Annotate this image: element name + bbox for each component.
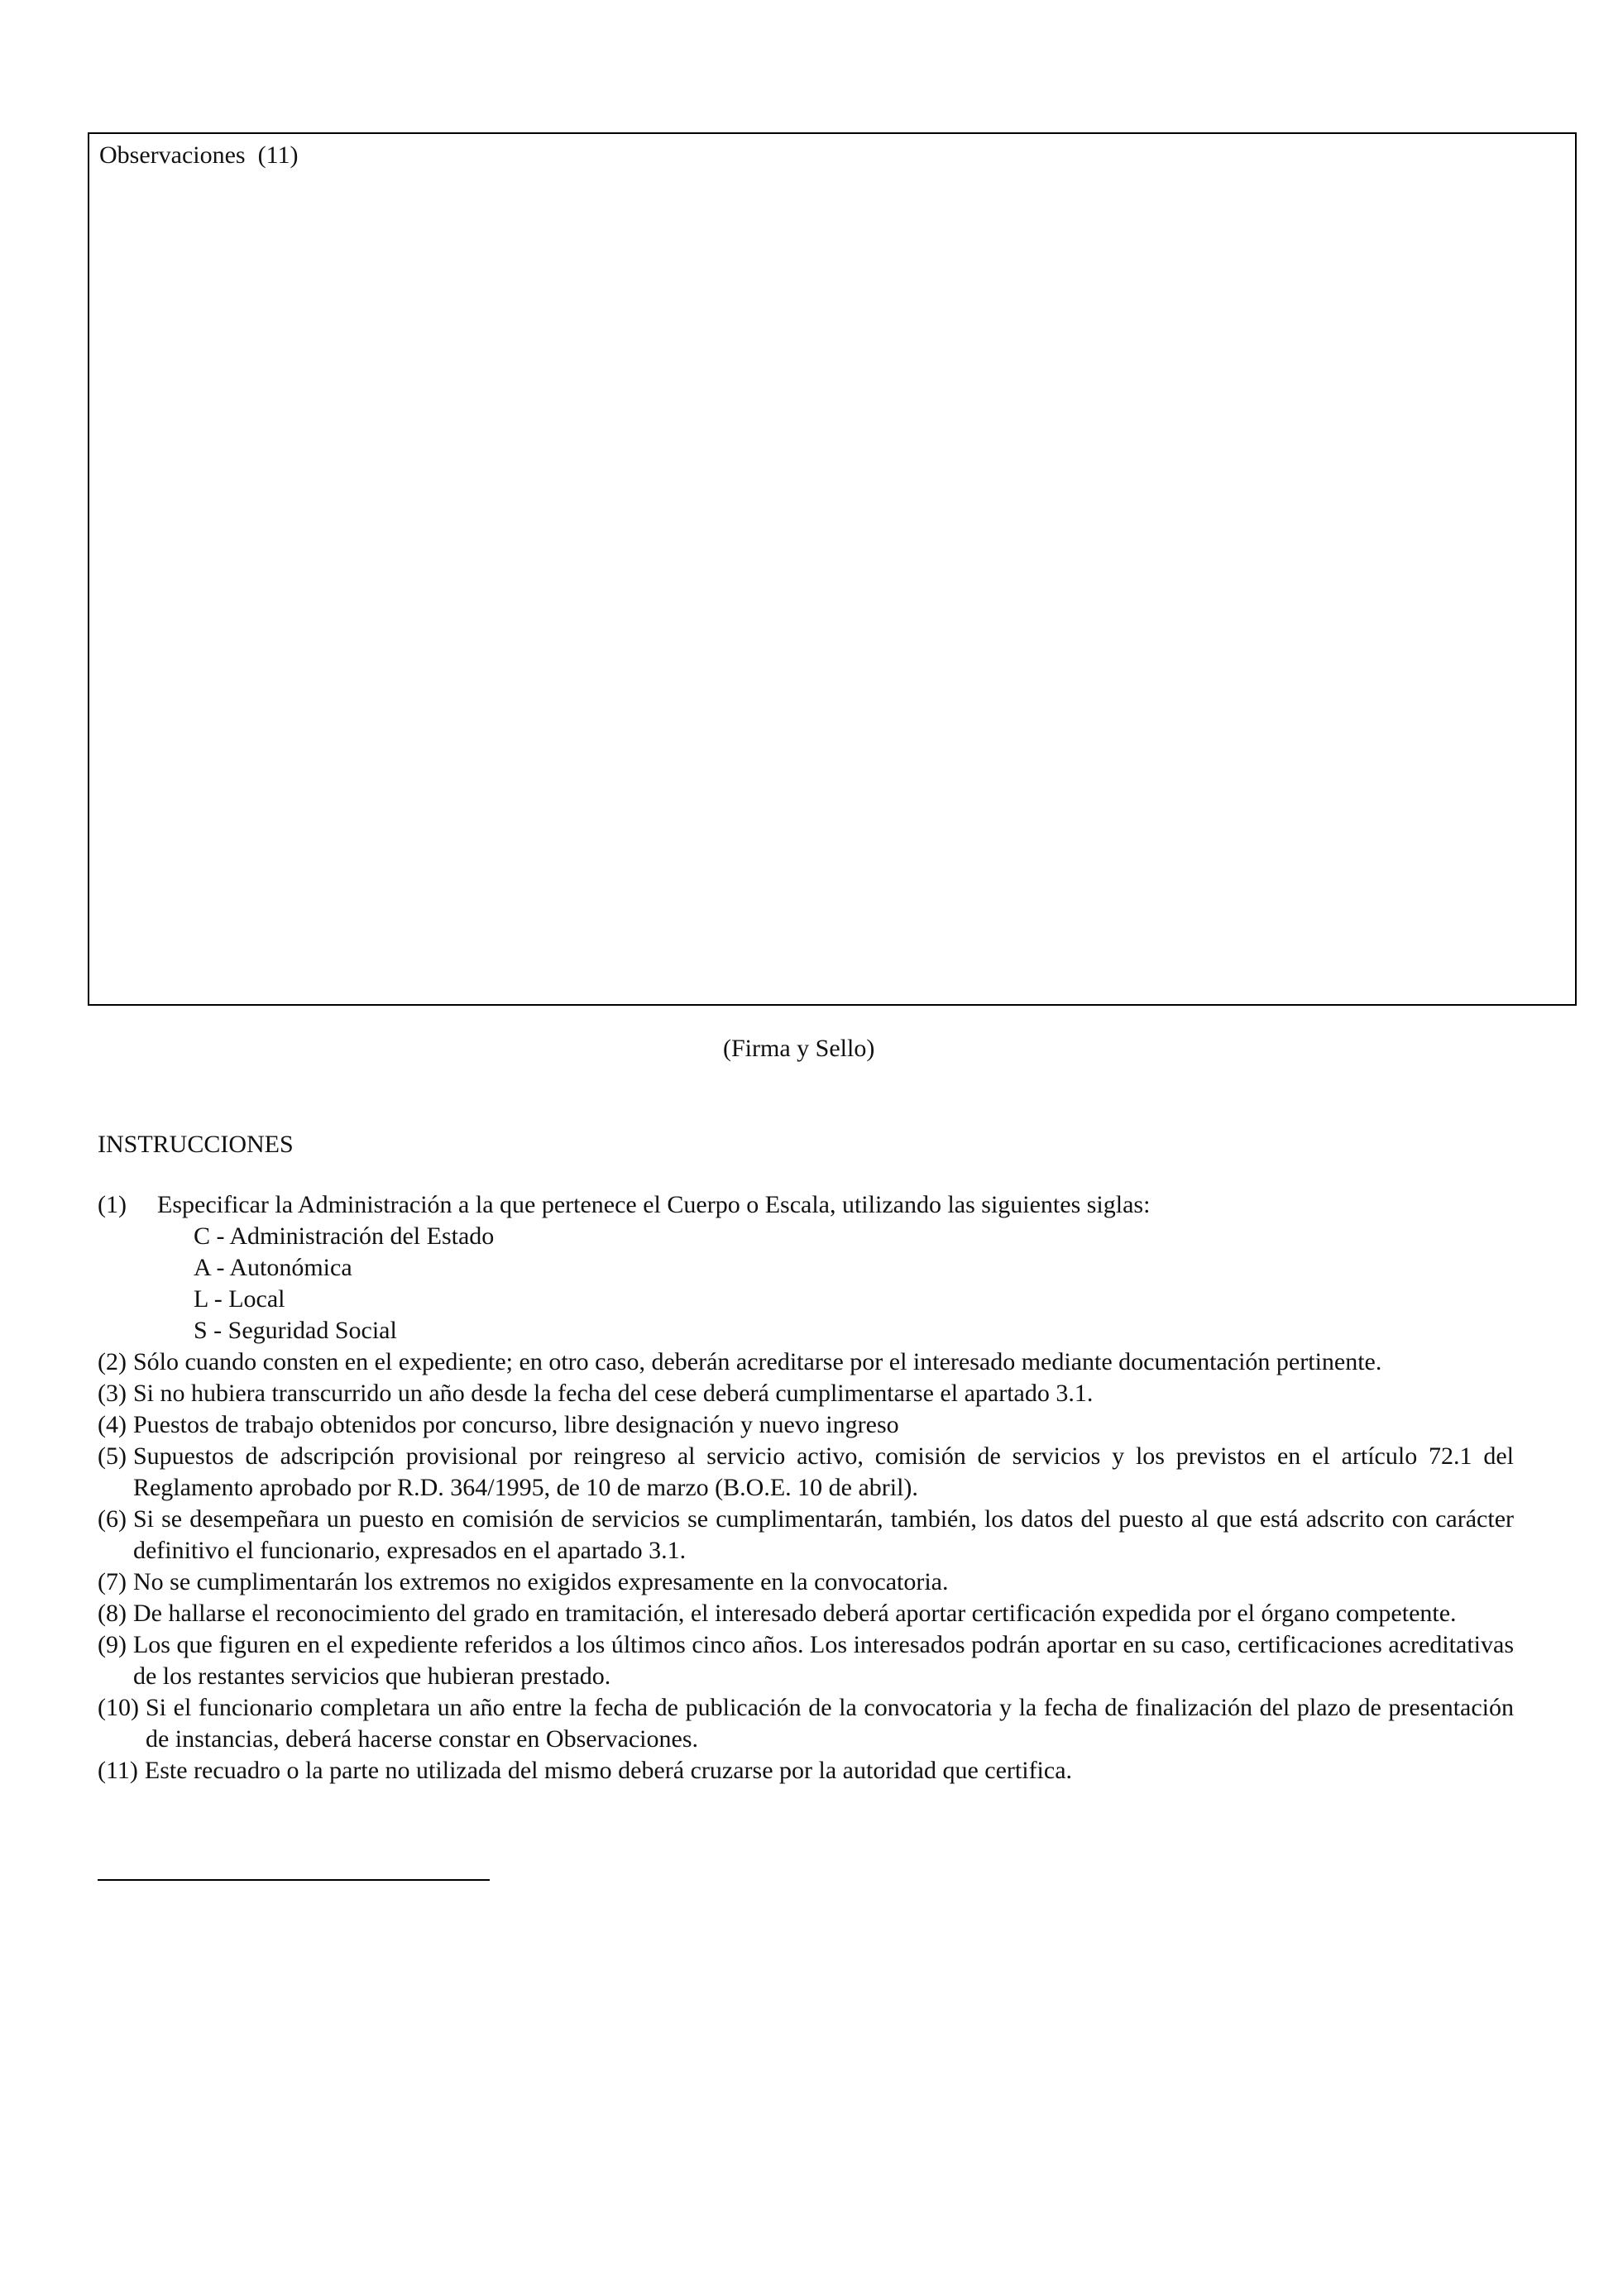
note-text: Este recuadro o la parte no utilizada del mismo deberá cruzarse por la autoridad que certifica. [144, 1757, 1073, 1784]
note-number: (11) [98, 1757, 138, 1784]
observaciones-title: Observaciones (11) [99, 141, 299, 169]
note-10 [98, 1692, 1514, 1755]
note-number: (6) [98, 1505, 127, 1533]
note-4 [98, 1409, 1514, 1441]
firma-y-sello-label: (Firma y Sello) [723, 1035, 875, 1062]
note-3 [98, 1378, 1514, 1409]
note-text: Los que figuren en el expediente referidos a los últimos cinco años. Los interesados podrán aportar en su caso, certificaciones acreditativas de los restantes servicios que hubieran prestado. [132, 1631, 1514, 1690]
note-number: (1) [98, 1191, 127, 1218]
note-text: Especificar la Administración a la que pertenece el Cuerpo o Escala, utilizando las siguientes siglas: [157, 1191, 1151, 1218]
sigla-item: A - Autonómica [194, 1254, 352, 1281]
note-number: (2) [98, 1348, 127, 1375]
note-text: No se cumplimentarán los extremos no exigidos expresamente en la convocatoria. [132, 1568, 949, 1595]
note-2 [98, 1347, 1514, 1378]
note-text: Supuestos de adscripción provisional por reingreso al servicio activo, comisión de servicios y los previstos en el artículo 72.1 del Reglamento aprobado por R.D. 364/1995, de 10 de marzo (B.O.E. 10 de abril). [132, 1442, 1514, 1501]
note-1 [98, 1189, 1514, 1221]
note-number: (3) [98, 1380, 127, 1407]
note-number: (9) [98, 1631, 127, 1658]
sigla-item: C - Administración del Estado [194, 1222, 495, 1250]
note-text: Si se desempeñara un puesto en comisión de servicios se cumplimentarán, también, los datos del puesto al que está adscrito con carácter definitivo el funcionario, expresados en el apartado 3.1. [132, 1505, 1514, 1564]
note-text: Si el funcionario completara un año entre la fecha de publicación de la convocatoria y la fecha de finalización del plazo de presentación de instancias, deberá hacerse constar en Observaciones. [145, 1694, 1514, 1753]
note-text: Sólo cuando consten en el expediente; en otro caso, deberán acreditarse por el interesado mediante documentación pertinente. [132, 1348, 1382, 1375]
note-text: De hallarse el reconocimiento del grado en tramitación, el interesado deberá aportar certificación expedida por el órgano competente. [132, 1600, 1457, 1627]
note-number: (5) [98, 1442, 127, 1470]
sigla-item: L - Local [194, 1285, 285, 1313]
note-11 [98, 1755, 1514, 1787]
note-number: (4) [98, 1411, 127, 1438]
note-number: (8) [98, 1600, 127, 1627]
sigla-item: S - Seguridad Social [194, 1317, 397, 1344]
instrucciones-list [98, 1189, 1514, 1787]
note-5 [98, 1441, 1514, 1504]
observaciones-box [88, 132, 1577, 1006]
note-number: (7) [98, 1568, 127, 1595]
note-text: Si no hubiera transcurrido un año desde la fecha del cese deberá cumplimentarse el apartado 3.1. [132, 1380, 1094, 1407]
instrucciones-title: INSTRUCCIONES [98, 1131, 294, 1158]
note-number: (10) [98, 1694, 139, 1721]
note-9 [98, 1629, 1514, 1692]
note-6 [98, 1504, 1514, 1567]
note-7 [98, 1567, 1514, 1598]
note-8 [98, 1598, 1514, 1629]
note-text: Puestos de trabajo obtenidos por concurso, libre designación y nuevo ingreso [132, 1411, 899, 1438]
footnote-separator-line [98, 1879, 490, 1881]
